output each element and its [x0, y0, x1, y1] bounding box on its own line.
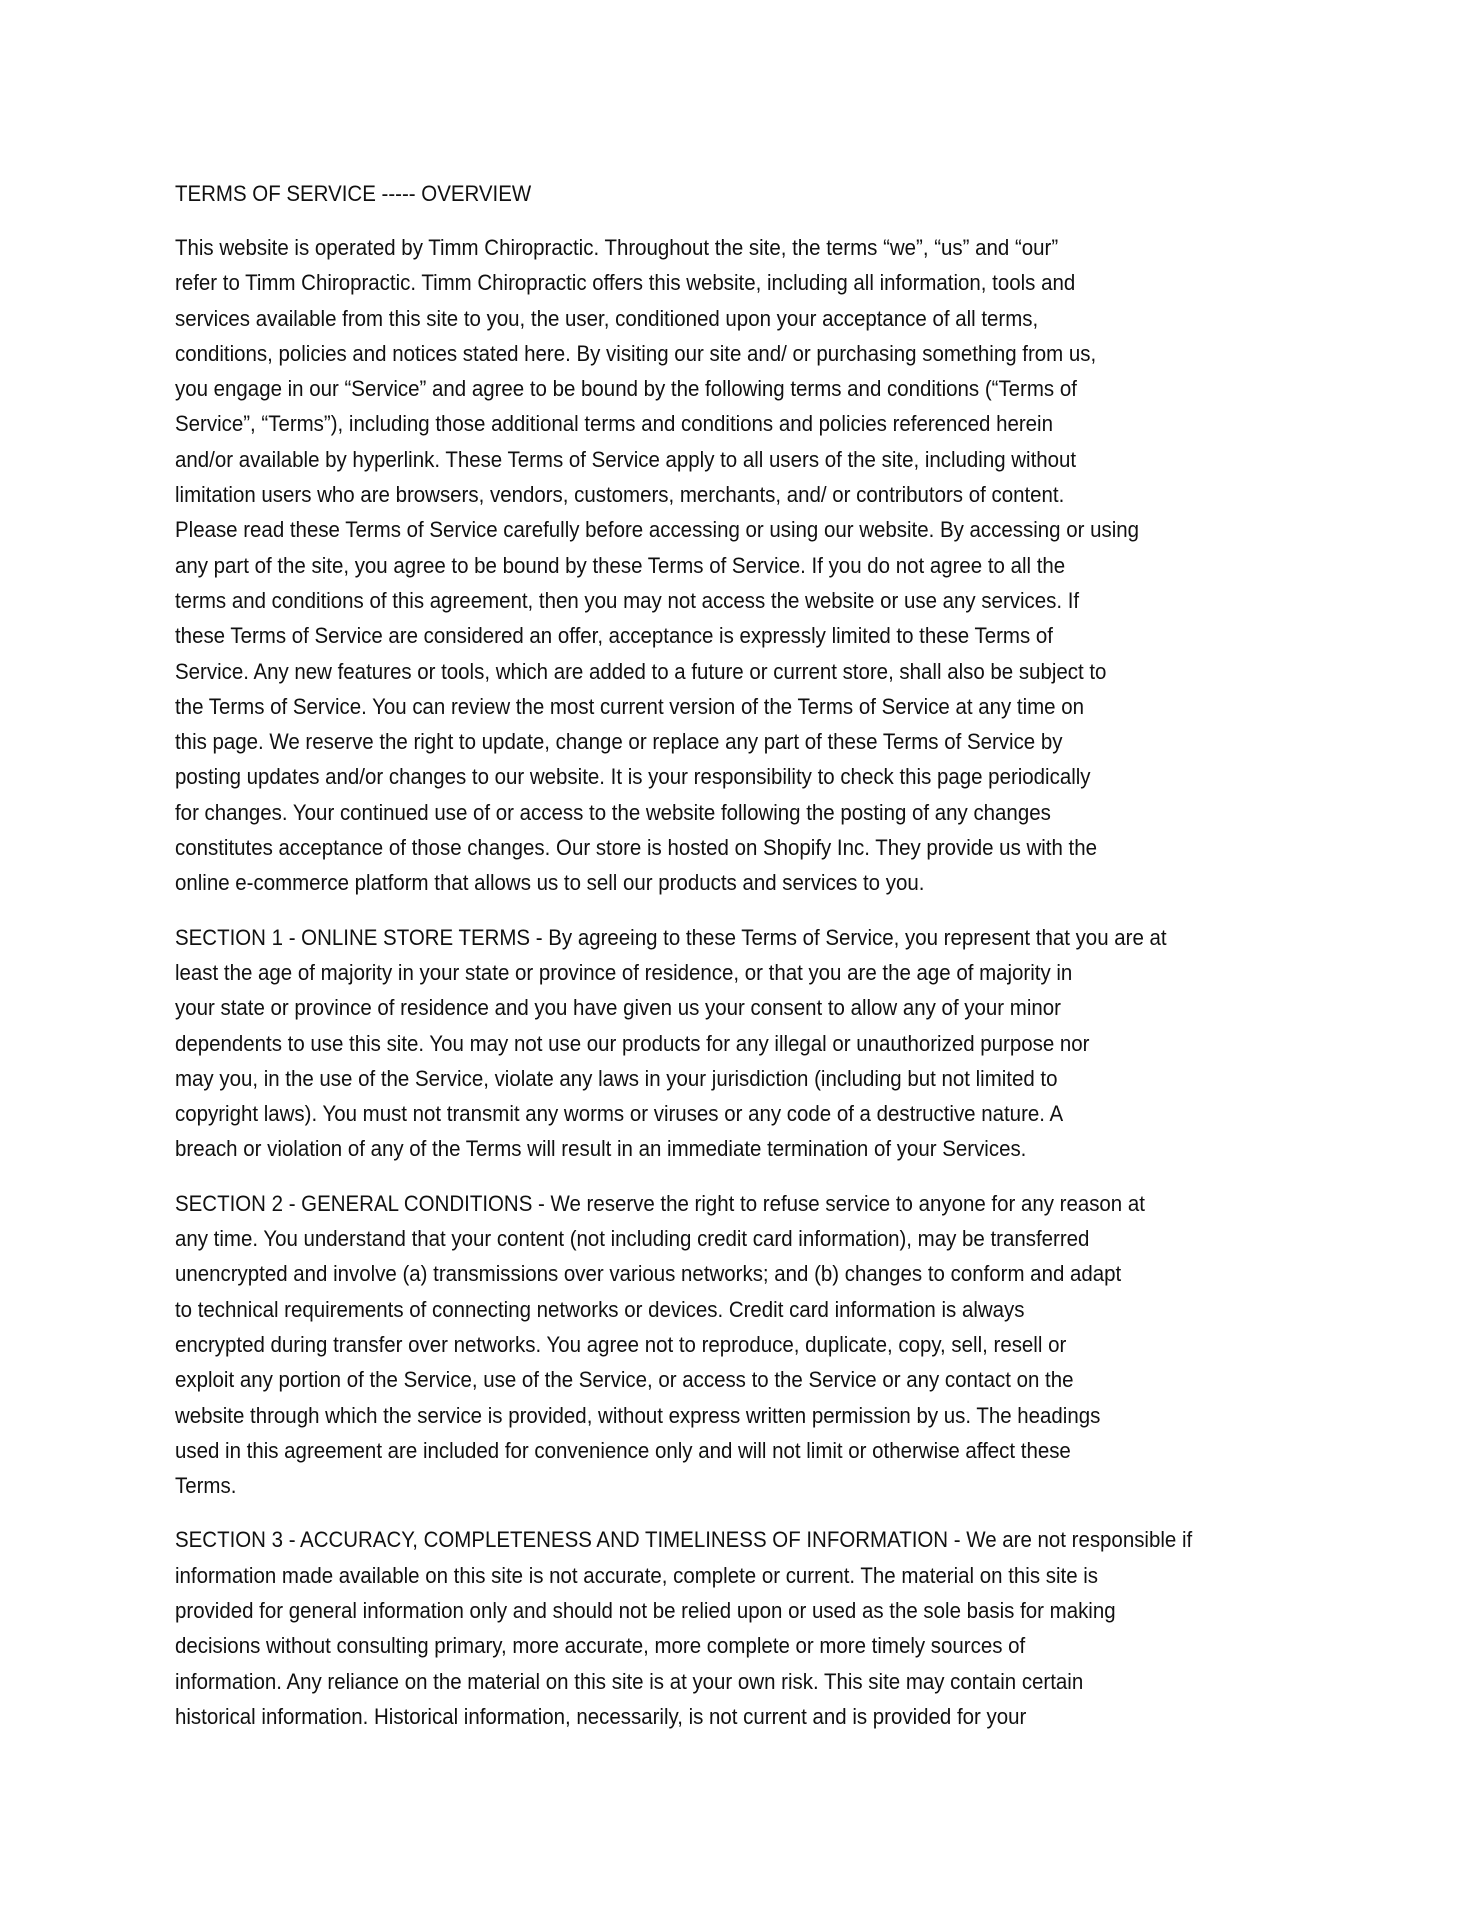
text-line: and/or available by hyperlink. These Terms of Service apply to all users of the site, including without	[175, 446, 1077, 472]
text-line: historical information. Historical information, necessarily, is not current and is provided for your	[175, 1703, 1027, 1729]
text-line: services available from this site to you, the user, conditioned upon your acceptance of all terms,	[175, 305, 1039, 331]
text-line: dependents to use this site. You may not use our products for any illegal or unauthorized purpose nor	[175, 1030, 1090, 1056]
text-line: for changes. Your continued use of or access to the website following the posting of any changes	[175, 799, 1051, 825]
text-line: Service. Any new features or tools, which are added to a future or current store, shall also be subject to	[175, 658, 1107, 684]
text-line: conditions, policies and notices stated here. By visiting our site and/ or purchasing something from us,	[175, 340, 1097, 366]
text-line: online e-commerce platform that allows us to sell our products and services to you.	[175, 870, 925, 896]
text-line: refer to Timm Chiropractic. Timm Chiropractic offers this website, including all information, tools and	[175, 270, 1076, 296]
paragraph-section-1	[175, 920, 1325, 1167]
text-line: may you, in the use of the Service, violate any laws in your jurisdiction (including but not limited to	[175, 1065, 1058, 1091]
text-line: limitation users who are browsers, vendors, customers, merchants, and/ or contributors of content.	[175, 482, 1065, 508]
document-title	[175, 176, 1325, 211]
text-line: to technical requirements of connecting networks or devices. Credit card information is always	[175, 1296, 1025, 1322]
text-line: Please read these Terms of Service carefully before accessing or using our website. By accessing or using	[175, 517, 1140, 543]
text-line: the Terms of Service. You can review the most current version of the Terms of Service at any time on	[175, 693, 1085, 719]
text-line: Service”, “Terms”), including those additional terms and conditions and policies referenced herein	[175, 411, 1053, 437]
text-line: any time. You understand that your content (not including credit card information), may be transferred	[175, 1226, 1090, 1252]
text-line: SECTION 3 - ACCURACY, COMPLETENESS AND TIMELINESS OF INFORMATION - We are not responsible if	[175, 1527, 1193, 1553]
document-page	[175, 176, 1325, 1753]
document-title-text: TERMS OF SERVICE ----- OVERVIEW	[175, 181, 532, 206]
text-line: encrypted during transfer over networks. You agree not to reproduce, duplicate, copy, sell, resell or	[175, 1331, 1067, 1357]
text-line: terms and conditions of this agreement, then you may not access the website or use any services. If	[175, 587, 1080, 613]
text-line: decisions without consulting primary, more accurate, more complete or more timely sources of	[175, 1633, 1026, 1659]
document-body	[175, 230, 1325, 1734]
text-line: SECTION 2 - GENERAL CONDITIONS - We reserve the right to refuse service to anyone for any reason at	[175, 1190, 1145, 1216]
text-line: provided for general information only and should not be relied upon or used as the sole basis for making	[175, 1597, 1116, 1623]
text-line: Terms.	[175, 1473, 237, 1499]
text-line: breach or violation of any of the Terms will result in an immediate termination of your Services.	[175, 1136, 1027, 1162]
paragraph-section-2	[175, 1186, 1325, 1504]
text-line: posting updates and/or changes to our website. It is your responsibility to check this page periodically	[175, 764, 1091, 790]
text-line: exploit any portion of the Service, use of the Service, or access to the Service or any contact on the	[175, 1367, 1074, 1393]
paragraph-section-3	[175, 1522, 1325, 1734]
text-line: any part of the site, you agree to be bound by these Terms of Service. If you do not agree to all the	[175, 552, 1066, 578]
text-line: SECTION 1 - ONLINE STORE TERMS - By agreeing to these Terms of Service, you represent that you are at	[175, 924, 1167, 950]
text-line: these Terms of Service are considered an offer, acceptance is expressly limited to these Terms of	[175, 623, 1053, 649]
text-line: your state or province of residence and you have given us your consent to allow any of your minor	[175, 995, 1061, 1021]
text-line: This website is operated by Timm Chiropractic. Throughout the site, the terms “we”, “us” and “our”	[175, 235, 1059, 260]
text-line: this page. We reserve the right to update, change or replace any part of these Terms of Service by	[175, 729, 1063, 755]
text-line: constitutes acceptance of those changes. Our store is hosted on Shopify Inc. They provide us with the	[175, 835, 1097, 861]
paragraph-overview	[175, 230, 1325, 901]
text-line: copyright laws). You must not transmit any worms or viruses or any code of a destructive nature. A	[175, 1101, 1064, 1127]
text-line: you engage in our “Service” and agree to be bound by the following terms and conditions (“Terms of	[175, 376, 1077, 402]
text-line: information made available on this site is not accurate, complete or current. The material on this site is	[175, 1562, 1099, 1588]
text-line: unencrypted and involve (a) transmissions over various networks; and (b) changes to conform and adapt	[175, 1261, 1122, 1287]
text-line: website through which the service is provided, without express written permission by us. The headings	[175, 1402, 1101, 1428]
text-line: information. Any reliance on the material on this site is at your own risk. This site may contain certain	[175, 1668, 1084, 1694]
text-line: used in this agreement are included for convenience only and will not limit or otherwise affect these	[175, 1437, 1071, 1463]
text-line: least the age of majority in your state or province of residence, or that you are the age of majority in	[175, 959, 1073, 985]
